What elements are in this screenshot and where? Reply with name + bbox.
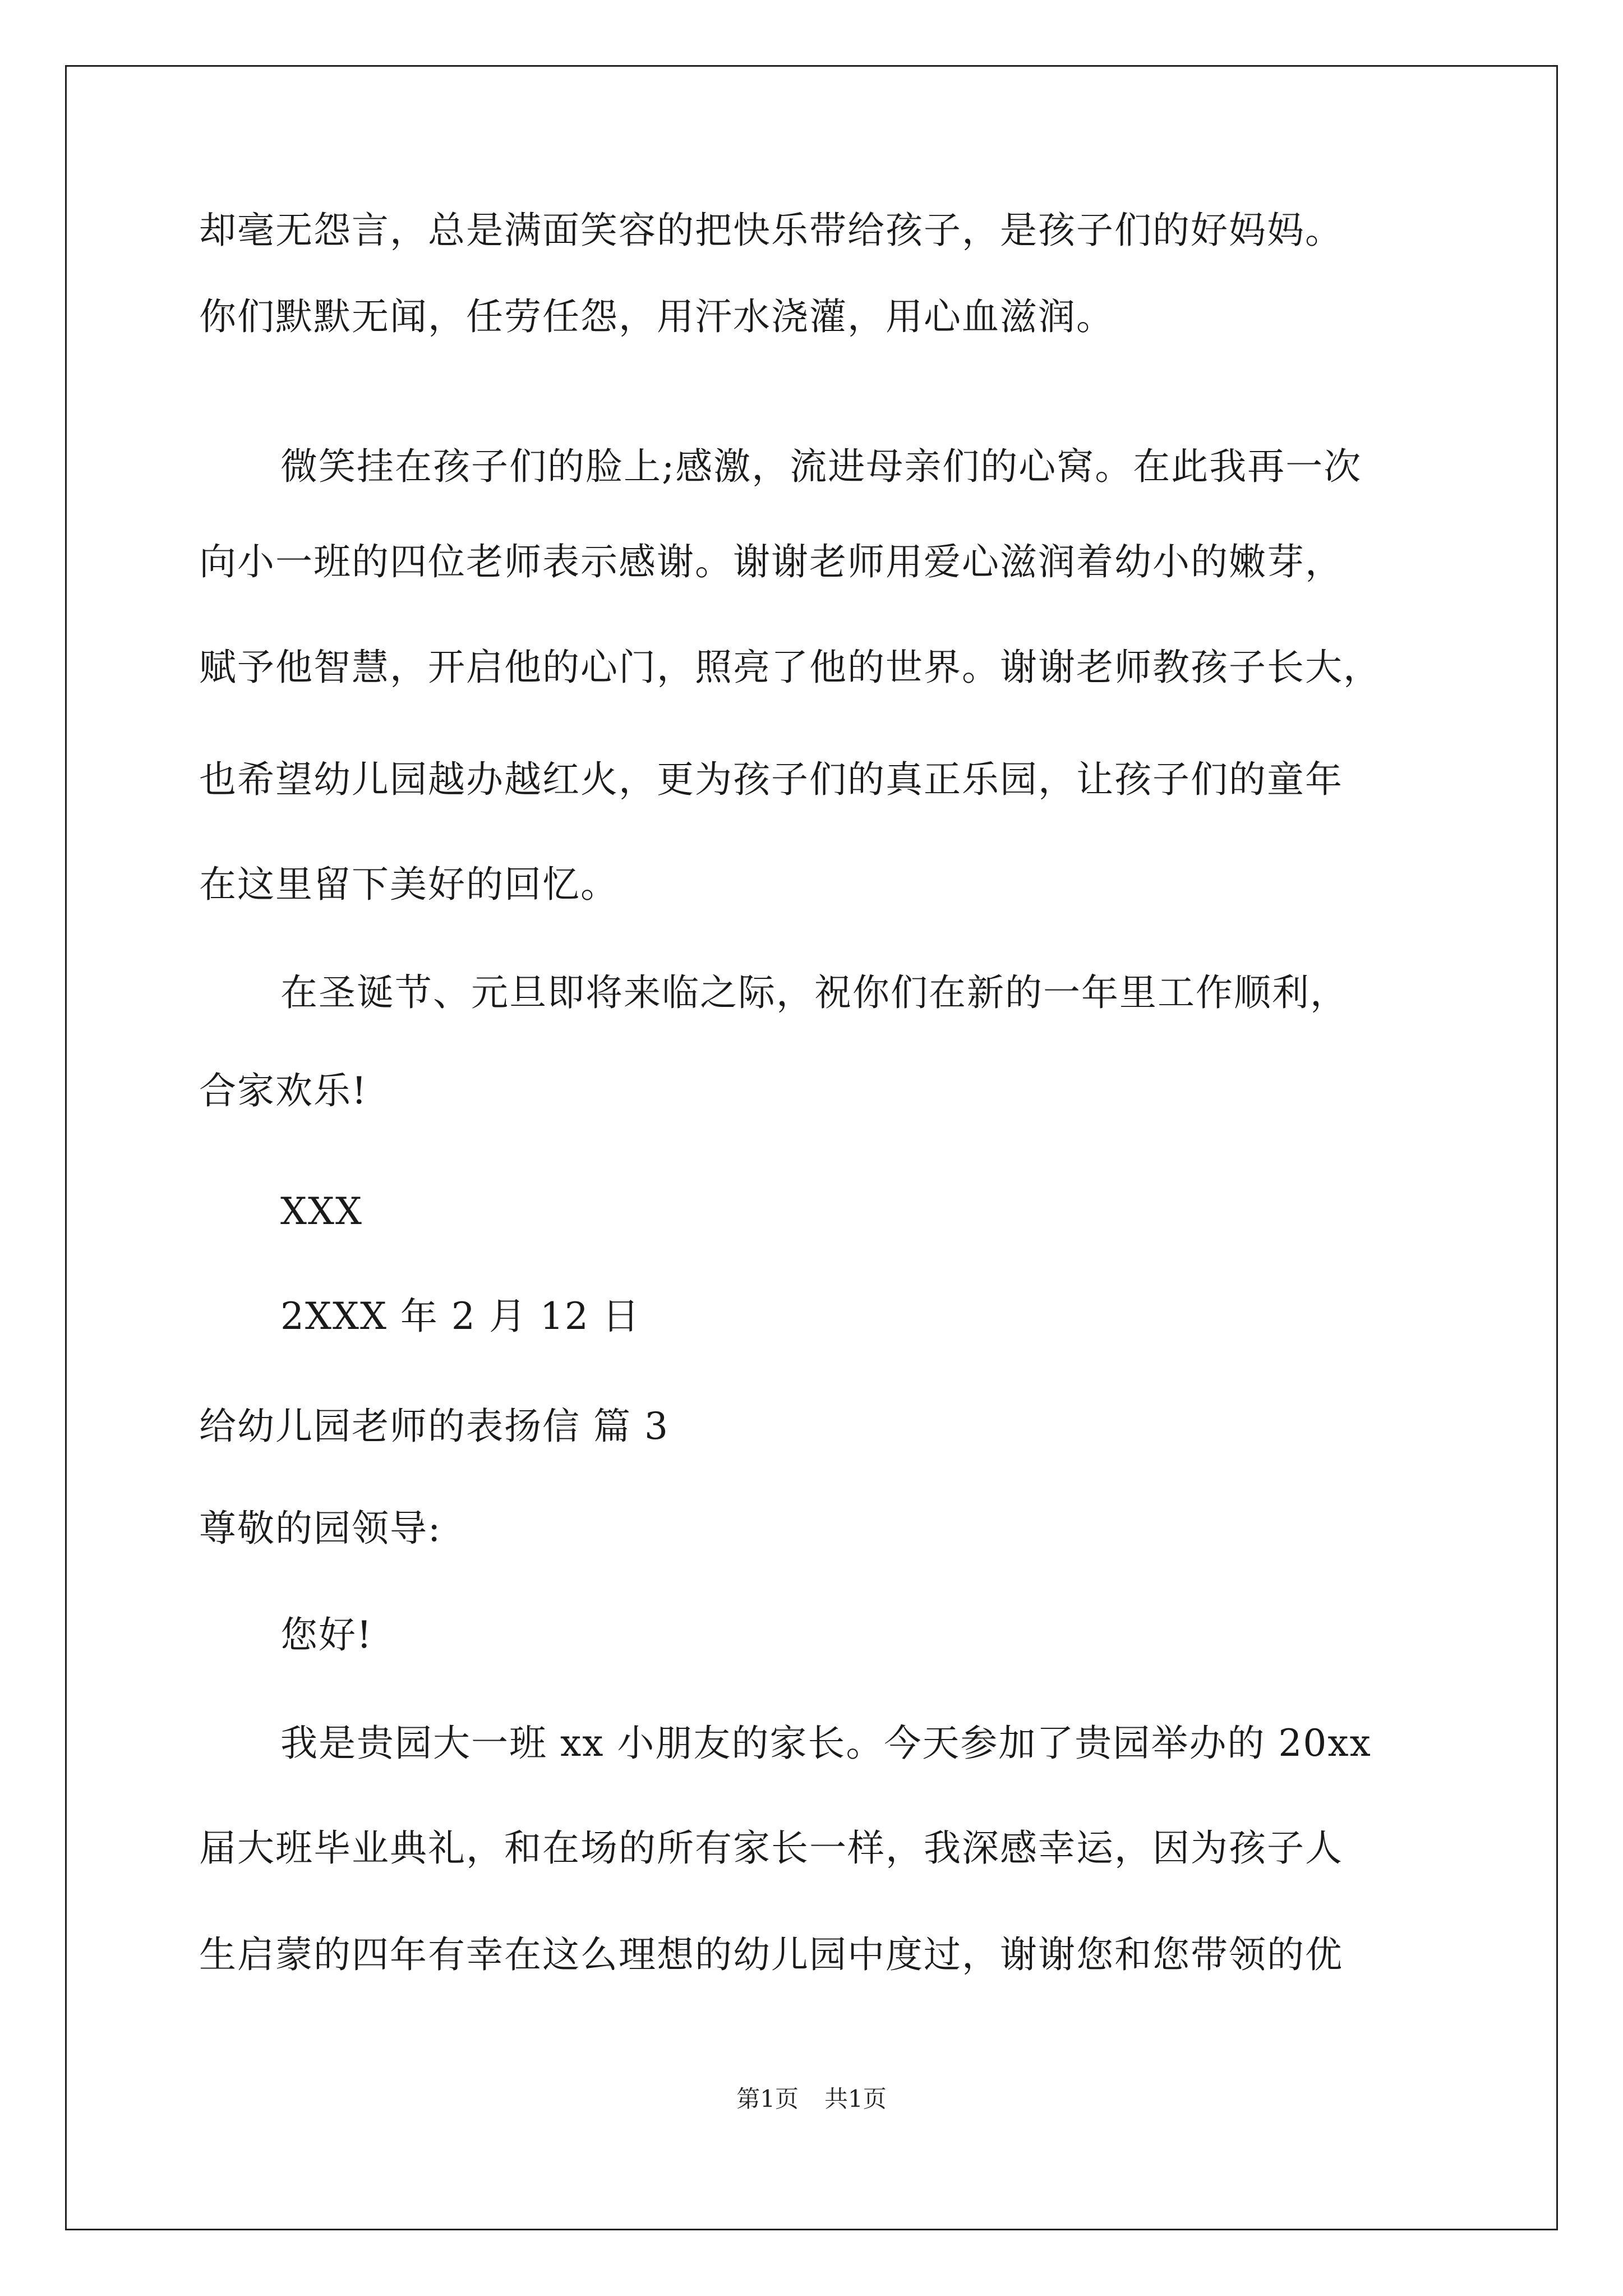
body-line: 在圣诞节、元旦即将来临之际，祝你们在新的一年里工作顺利， <box>280 971 1348 1014</box>
body-line: 你们默默无闻，任劳任怨，用汗水浇灌，用心血滋润。 <box>199 295 1114 338</box>
body-line: 合家欢乐! <box>199 1069 368 1112</box>
signature: XXX <box>280 1190 363 1233</box>
body-line: 向小一班的四位老师表示感谢。谢谢老师用爱心滋润着幼小的嫩芽， <box>199 540 1343 583</box>
section-heading: 给幼儿园老师的表扬信 篇 3 <box>199 1405 669 1448</box>
body-line: 却毫无怨言，总是满面笑容的把快乐带给孩子，是孩子们的好妈妈。 <box>199 209 1343 252</box>
page-total: 共1页 <box>824 2085 887 2113</box>
page-border <box>65 65 1558 2230</box>
page-footer <box>0 2082 1623 2116</box>
body-line: 赋予他智慧，开启他的心门，照亮了他的世界。谢谢老师教孩子长大， <box>199 646 1381 689</box>
salutation: 尊敬的园领导: <box>199 1507 442 1550</box>
body-line: 微笑挂在孩子们的脸上;感激，流进母亲们的心窝。在此我再一次 <box>280 445 1362 488</box>
body-line: 我是贵园大一班 xx 小朋友的家长。今天参加了贵园举办的 20xx <box>280 1722 1372 1765</box>
body-line: 生启蒙的四年有幸在这么理想的幼儿园中度过，谢谢您和您带领的优 <box>199 1933 1343 1976</box>
body-line: 在这里留下美好的回忆。 <box>199 863 619 906</box>
greeting: 您好! <box>280 1613 373 1657</box>
body-line: 也希望幼儿园越办越红火，更为孩子们的真正乐园，让孩子们的童年 <box>199 758 1343 801</box>
body-line: 届大班毕业典礼，和在场的所有家长一样，我深感幸运，因为孩子人 <box>199 1826 1343 1870</box>
date: 2XXX 年 2 月 12 日 <box>280 1295 640 1338</box>
page-number: 第1页 <box>736 2085 799 2113</box>
